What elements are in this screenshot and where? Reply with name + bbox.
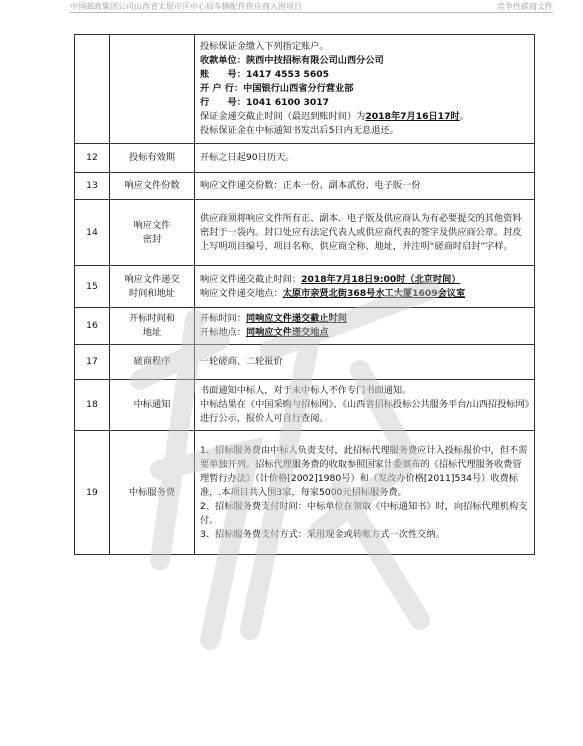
row-key-line2: 地址	[142, 327, 162, 338]
open-place-label: 开标地点：	[200, 327, 246, 338]
page-header	[0, 0, 583, 14]
header-divider	[70, 12, 553, 13]
row-key	[110, 200, 195, 266]
table-row	[75, 266, 535, 308]
bank-value: 中国银行山西省分行营业部	[243, 83, 354, 94]
notice-line2: 中标结果在《中国采购与招标网》、《山西省招标投标公共服务平台/山西招投标网》进行公示，报价人可自行查阅。	[200, 399, 530, 424]
table-row	[75, 144, 535, 173]
bankno-label: 行 号：	[200, 97, 246, 108]
submit-time-value: 2018年7月18日9:00时（北京时间）	[301, 273, 461, 285]
row-key-line2: 时间和地址	[129, 287, 175, 299]
account-value: 1417 4553 5605	[245, 69, 330, 80]
account-label: 账 号：	[200, 69, 246, 80]
row-value: 一轮磋商、二轮报价	[195, 345, 535, 380]
row-key	[110, 308, 195, 345]
row-key	[110, 266, 195, 308]
table-row	[75, 200, 535, 266]
table-row	[75, 431, 535, 555]
fee-item-1: 1、招标服务费由中标人负责支付，此招标代理服务费应计入投标报价中，但不需要单独开列。招标代理服务费的收取参照国家计委颁布的《招标代理服务收费管理暂行办法》（计价格[2002]1980号）和（发改办价格[2011]534号）收费标准，.本项目共入围3家，每家5000元招标服务费。	[200, 444, 528, 498]
row-value: 响应文件递交份数：正本一份、副本贰份、电子版一份	[195, 173, 535, 200]
table-row	[75, 173, 535, 200]
row-key: 磋商程序	[110, 345, 195, 380]
table-row	[75, 380, 535, 431]
info-table	[74, 34, 535, 555]
row-key-line1: 响应文件递交	[124, 273, 180, 285]
row-value	[195, 266, 535, 308]
row-value	[195, 380, 535, 431]
row-key: 中标服务费	[110, 431, 195, 555]
row-key-line2: 密封	[142, 233, 162, 245]
row-key: 投标有效期	[110, 144, 195, 173]
row-number: 13	[75, 173, 110, 200]
row-value: 供应商须将响应文件所有正、副本、电子版及供应商认为有必要提交的其他资料密封于一袋内。封口处应有法定代表人或供应商代表的签字及供应商公章。封皮上写明项目编号、项目名称、供应商全称、地址，并注明“磋商时启封”字样。	[195, 200, 535, 266]
row-number: 16	[75, 308, 110, 345]
table-row	[75, 345, 535, 380]
notice-line1: 书面通知中标人，对于未中标人不作专门书面通知。	[200, 385, 412, 396]
deadline-suffix: 。	[459, 111, 469, 122]
refund-note: 投标保证金在中标通知书发出后5日内无息退还。	[200, 125, 399, 136]
submit-time-label: 响应文件递交截止时间：	[200, 273, 302, 285]
deposit-intro: 投标保证金缴入下列指定账户。	[200, 41, 329, 52]
open-place-value: 同响应文件递交地点	[245, 327, 329, 338]
row-key: 中标通知	[110, 380, 195, 431]
submit-place-label: 响应文件递交地点：	[200, 287, 283, 299]
row-key: 响应文件份数	[110, 173, 195, 200]
row-value	[195, 35, 535, 144]
submit-place-value: 太原市亲贤北街368号水工大厦1609会议室	[282, 287, 466, 299]
row-key	[110, 35, 195, 144]
row-number: 19	[75, 431, 110, 555]
header-left: 中国邮政集团公司山西省太原市区中心局车辆配件供应商入围项目	[70, 2, 302, 11]
row-key-line1: 响应文件	[133, 219, 171, 231]
open-time-label: 开标时间：	[200, 313, 246, 324]
row-number	[75, 35, 110, 144]
fee-item-3: 3、招标服务费支付方式：采用现金或转帐方式一次性交纳。	[200, 528, 445, 540]
row-number: 15	[75, 266, 110, 308]
fee-item-2: 2、招标服务费支付时间：中标单位在领取《中标通知书》时，向招标代理机构支付。	[200, 500, 528, 526]
row-value	[195, 431, 535, 555]
header-right: 竞争性磋商文件	[497, 2, 553, 11]
row-number: 12	[75, 144, 110, 173]
deadline-prefix: 保证金递交截止时间（最迟到账时间）为	[200, 111, 366, 122]
row-key-line1: 开标时间和	[129, 313, 175, 324]
table-row	[75, 35, 535, 144]
payee-value: 陕西中技招标有限公司山西分公司	[245, 55, 384, 66]
payee-label: 收款单位：	[200, 55, 246, 66]
row-number: 18	[75, 380, 110, 431]
row-number: 14	[75, 200, 110, 266]
table-row	[75, 308, 535, 345]
open-time-value: 同响应文件递交截止时间	[245, 313, 347, 324]
deadline-value: 2018年7月16日17时	[365, 111, 460, 122]
row-number: 17	[75, 345, 110, 380]
row-value: 开标之日起90日历天。	[195, 144, 535, 173]
bank-label: 开 户 行：	[200, 83, 244, 94]
row-value	[195, 308, 535, 345]
bankno-value: 1041 6100 3017	[245, 97, 330, 108]
